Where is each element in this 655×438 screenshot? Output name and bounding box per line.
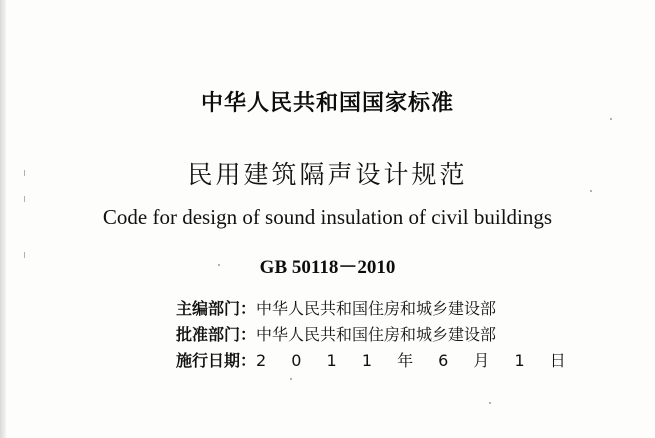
- approval-dept-value: 中华人民共和国住房和城乡建设部: [256, 325, 497, 344]
- document-title-english: Code for design of sound insulation of civil buildings: [102, 205, 553, 229]
- scan-artifact: [610, 118, 612, 120]
- publication-info: [176, 296, 576, 374]
- scan-artifact: [24, 196, 25, 202]
- chief-editor-value: 中华人民共和国住房和城乡建设部: [256, 299, 497, 318]
- effective-date-value: 2 0 1 1 年 6 月 1 日: [256, 351, 576, 370]
- issuing-authority: 中华人民共和国国家标准: [200, 91, 454, 116]
- standard-number: GB 50118－2010: [259, 257, 396, 278]
- scan-artifact: [489, 402, 491, 404]
- effective-date-row: [176, 348, 576, 374]
- effective-date-label: 施行日期：: [176, 351, 257, 370]
- approval-dept-row: [176, 322, 536, 348]
- approval-dept-label: 批准部门：: [176, 325, 257, 344]
- chief-editor-row: [176, 296, 536, 322]
- scan-artifact: [290, 378, 292, 380]
- document-title-chinese: 民用建筑隔声设计规范: [187, 160, 468, 189]
- chief-editor-label: 主编部门：: [176, 299, 257, 318]
